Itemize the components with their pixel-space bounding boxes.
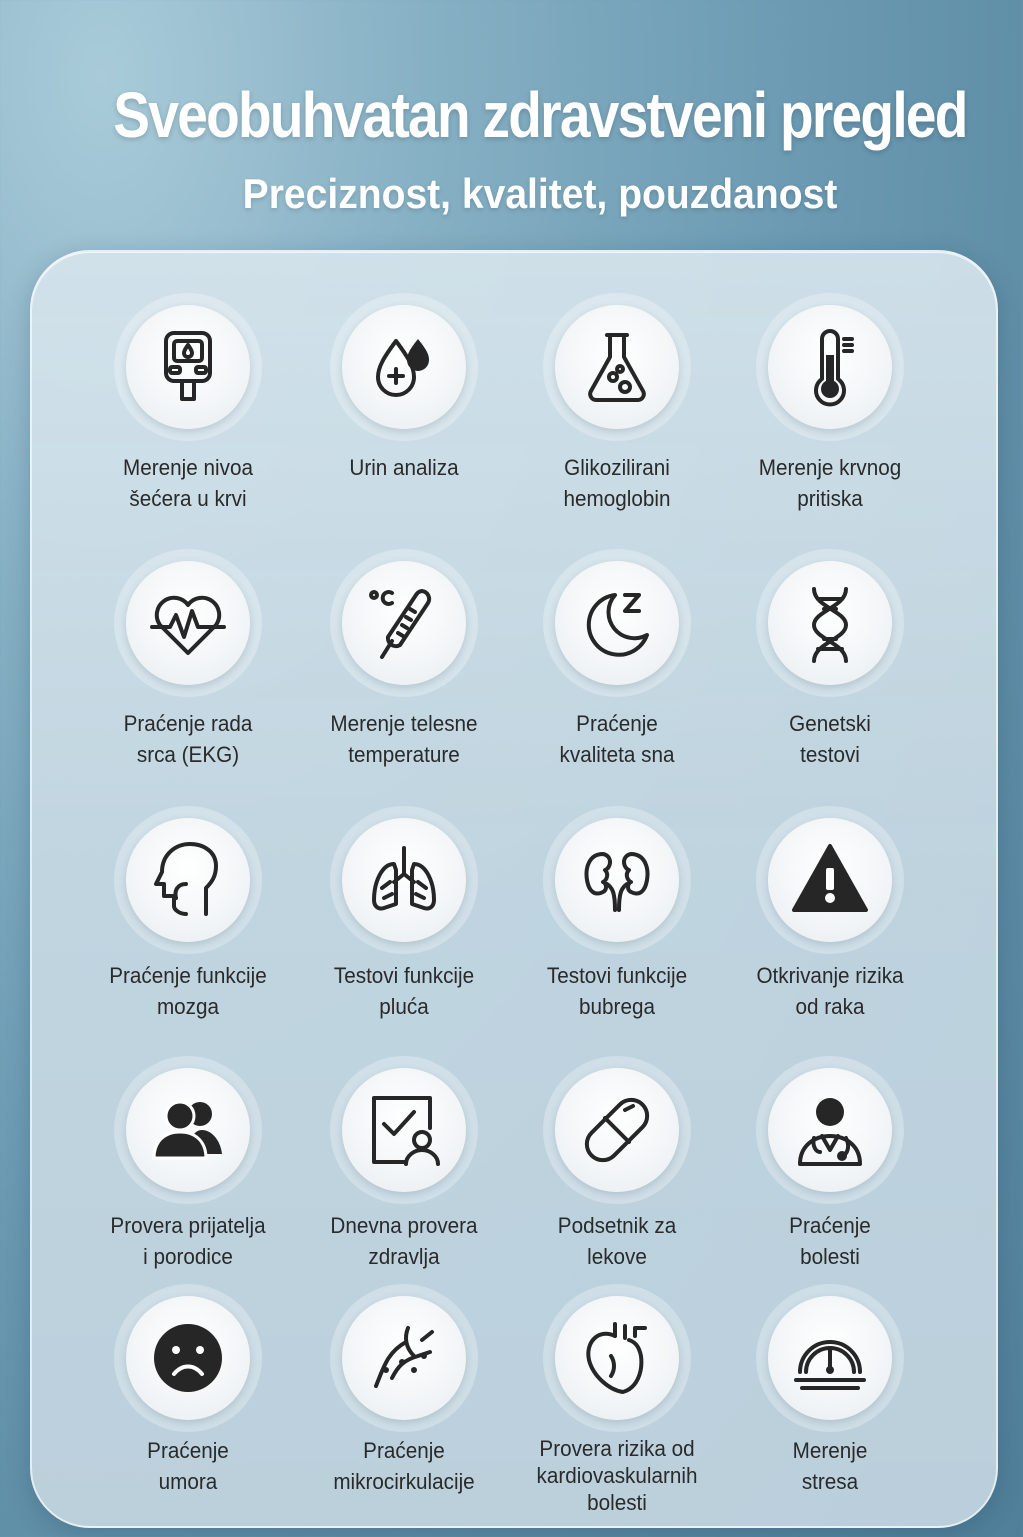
icon-badge [114, 1056, 262, 1204]
icon-badge [114, 806, 262, 954]
warning-icon [768, 818, 892, 942]
thermometer-icon [768, 305, 892, 429]
service-label-line: lekove [587, 1244, 647, 1269]
doctor-icon [768, 1068, 892, 1192]
service-label-line: Praćenje [363, 1438, 445, 1463]
service-label [80, 1435, 296, 1497]
service-label-line: Merenje krvnog [758, 455, 902, 480]
service-label [296, 1435, 512, 1497]
heart-ekg-icon [126, 561, 250, 685]
service-label [296, 452, 512, 483]
icon-badge [114, 1284, 262, 1432]
icon-badge [330, 1284, 478, 1432]
kidneys-icon [555, 818, 679, 942]
service-label [722, 960, 938, 1022]
service-label-line: Testovi funkcije [333, 963, 475, 988]
service-label-line: pluća [379, 994, 429, 1019]
urine-drop-icon [342, 305, 466, 429]
service-label-line: mikrocirkulacije [333, 1469, 475, 1494]
icon-badge [543, 1284, 691, 1432]
service-label-line: kvaliteta sna [559, 742, 675, 767]
icon-badge [330, 1056, 478, 1204]
icon-badge [543, 549, 691, 697]
service-label [722, 1210, 938, 1272]
service-label-line: testovi [800, 742, 860, 767]
service-label-line: bolesti [800, 1244, 860, 1269]
icon-badge [330, 549, 478, 697]
service-label-line: Praćenje [147, 1438, 229, 1463]
service-label-line: hemoglobin [563, 486, 671, 511]
sad-face-icon [126, 1296, 250, 1420]
glucometer-icon [126, 305, 250, 429]
dna-icon [768, 561, 892, 685]
service-label-line: Merenje [792, 1438, 868, 1463]
icon-badge [756, 806, 904, 954]
service-label-line: Glikozilirani [564, 455, 670, 480]
icon-badge [543, 1056, 691, 1204]
service-label-line: pritiska [797, 486, 863, 511]
service-label-line: šećera u krvi [129, 486, 247, 511]
service-label-line: mozga [156, 994, 220, 1019]
icon-badge [756, 1056, 904, 1204]
service-label [80, 452, 296, 514]
service-label-line: srca (EKG) [136, 742, 240, 767]
moon-sleep-icon [555, 561, 679, 685]
service-label [80, 1210, 296, 1272]
icon-badge [756, 1284, 904, 1432]
gauge-icon [768, 1296, 892, 1420]
service-label [296, 960, 512, 1022]
page-title: Sveobuhvatan zdravstveni pregled [113, 79, 967, 151]
icon-badge [756, 293, 904, 441]
service-label-line: Praćenje [789, 1213, 871, 1238]
service-label-line: Praćenje rada [123, 711, 253, 736]
service-label-line: Praćenje [576, 711, 658, 736]
service-label [509, 1210, 725, 1272]
checklist-person-icon [342, 1068, 466, 1192]
service-label [509, 960, 725, 1022]
icon-badge [114, 293, 262, 441]
service-label-line: Genetski [789, 711, 871, 736]
service-label-line: od raka [795, 994, 865, 1019]
microcirculation-icon [342, 1296, 466, 1420]
service-label-line: temperature [348, 742, 460, 767]
service-label-line: Podsetnik za [557, 1213, 677, 1238]
service-label-line: zdravlja [368, 1244, 440, 1269]
service-label [509, 708, 725, 770]
service-label-line: Urin analiza [349, 455, 459, 480]
service-label [722, 708, 938, 770]
service-label-line: Otkrivanje rizika [756, 963, 904, 988]
service-label-line: Merenje telesne [330, 711, 478, 736]
service-label-line: stresa [801, 1469, 859, 1494]
service-label-line: Dnevna provera [330, 1213, 478, 1238]
service-label-line: Testovi funkcije [546, 963, 688, 988]
service-label-line: bubrega [579, 994, 655, 1019]
service-label-line: umora [158, 1469, 218, 1494]
service-label [722, 452, 938, 514]
people-icon [126, 1068, 250, 1192]
icon-badge [330, 293, 478, 441]
lungs-icon [342, 818, 466, 942]
service-label [80, 960, 296, 1022]
service-label-line: Provera rizika od [539, 1436, 695, 1461]
service-label-line: kardiovaskularnih [536, 1463, 698, 1488]
icon-badge [543, 293, 691, 441]
pill-capsule-icon [555, 1068, 679, 1192]
icon-badge [114, 549, 262, 697]
lab-flask-icon [555, 305, 679, 429]
service-label-line: i porodice [143, 1244, 233, 1269]
celsius-thermometer-icon [342, 561, 466, 685]
service-label-line: Merenje nivoa [123, 455, 253, 480]
service-label [509, 1435, 725, 1516]
service-label-line: Provera prijatelja [110, 1213, 266, 1238]
icon-badge [330, 806, 478, 954]
service-label-line: Praćenje funkcije [109, 963, 267, 988]
heart-organ-icon [555, 1296, 679, 1420]
head-profile-icon [126, 818, 250, 942]
service-label-line: bolesti [587, 1490, 647, 1515]
service-label [296, 708, 512, 770]
icon-badge [756, 549, 904, 697]
page-subtitle: Preciznost, kvalitet, pouzdanost [242, 170, 838, 217]
icon-badge [543, 806, 691, 954]
service-label [296, 1210, 512, 1272]
service-label [80, 708, 296, 770]
service-label [722, 1435, 938, 1497]
service-label [509, 452, 725, 514]
